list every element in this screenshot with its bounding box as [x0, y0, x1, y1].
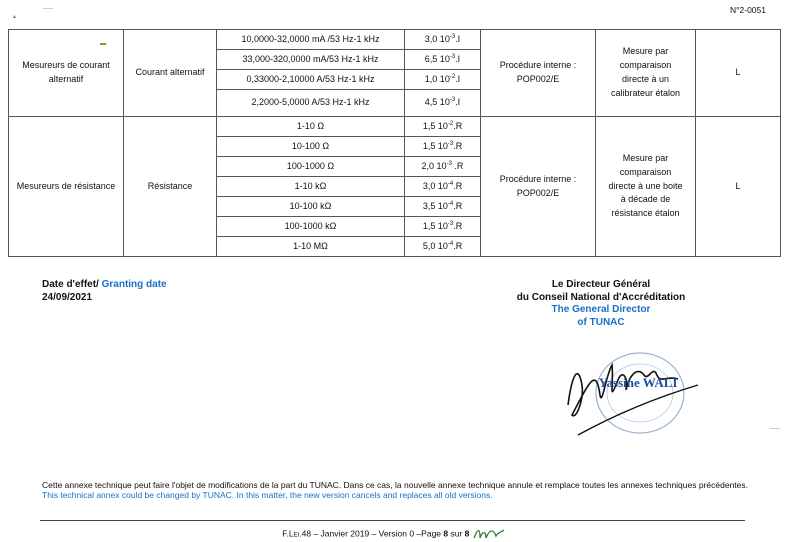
- uncertainty-cell: 1,0 $10^{-2}.I$: [405, 70, 481, 90]
- instrument-cell: Mesureurs de résistance: [9, 117, 124, 257]
- director-org-fr: du Conseil National d'Accréditation: [516, 291, 686, 303]
- range-cell: 0,33000-2,10000 A/53 Hz-1 kHz: [217, 70, 405, 90]
- notice-block: [42, 480, 757, 500]
- effective-date-block: [42, 279, 167, 304]
- effective-date-value: 24/09/2021: [42, 291, 93, 303]
- uncertainty-cell: 2,0 $10^{-3}$ .R: [405, 157, 481, 177]
- director-title-en: The General Director: [551, 304, 651, 315]
- range-cell: 100-1000 Ω: [217, 157, 405, 177]
- uncertainty-cell: 1,5 $10^{-3}.R$: [405, 137, 481, 157]
- range-cell: 1-10 Ω: [217, 117, 405, 137]
- location-cell: L: [696, 117, 781, 257]
- method-cell: Mesure par comparaison directe à un calibrateur étalon: [596, 30, 696, 117]
- uncertainty-cell: 3,0 $10^{-4}.R$: [405, 177, 481, 197]
- stamp-inner-ring: [607, 364, 673, 422]
- notice-fr: Cette annexe technique peut faire l'objet de modifications de la part du TUNAC. Dans ce cas, la nouvelle annexe technique annule et remplace toutes les annexes techniques précédentes.: [42, 480, 748, 490]
- notice-en: This technical annex could be changed by TUNAC. In this matter, the new version cancels and replaces all old versions.: [42, 490, 493, 501]
- uncertainty-cell: 1,5 $10^{-3}.R$: [405, 217, 481, 237]
- signature-stamp: [548, 345, 708, 445]
- range-cell: 100-1000 kΩ: [217, 217, 405, 237]
- page-footer: F.LEI.48 – Janvier 2019 – Version 0 –Page 8 sur 8: [0, 526, 788, 542]
- signature-name: Yassine WALI: [598, 375, 678, 390]
- procedure-cell: Procédure interne : POP002/E: [481, 30, 596, 117]
- uncertainty-cell: 4,5 $10^{-3}.I$: [405, 90, 481, 117]
- procedure-cell: Procédure interne : POP002/E: [481, 117, 596, 257]
- range-cell: 10-100 kΩ: [217, 197, 405, 217]
- quantity-cell: Courant alternatif: [124, 30, 217, 117]
- instrument-cell: Mesureurs de courant alternatif: [9, 30, 124, 117]
- scan-mark: [43, 8, 53, 9]
- method-cell: Mesure par comparaison directe à une boite à décade de résistance étalon: [596, 117, 696, 257]
- scan-mark: ▬: [100, 41, 106, 47]
- range-cell: 10,0000-32,0000 mA /53 Hz-1 kHz: [217, 30, 405, 50]
- director-org-en: of TUNAC: [577, 316, 625, 328]
- uncertainty-cell: 5,0 $10^{-4}.R$: [405, 237, 481, 257]
- table-row: [9, 117, 781, 137]
- initials-signature: [472, 526, 506, 542]
- uncertainty-cell: 6,5 $10^{-3}.I$: [405, 50, 481, 70]
- range-cell: 33,000-320,0000 mA/53 Hz-1 kHz: [217, 50, 405, 70]
- document-reference: N°2-0051: [729, 5, 766, 15]
- director-title-fr: Le Directeur Général: [551, 279, 651, 290]
- accreditation-scope-table: [8, 29, 781, 257]
- table-row: [9, 30, 781, 50]
- range-cell: 1-10 kΩ: [217, 177, 405, 197]
- uncertainty-cell: 3,5 $10^{-4}.R$: [405, 197, 481, 217]
- range-cell: 2,2000-5,0000 A/53 Hz-1 kHz: [217, 90, 405, 117]
- effective-date-label: Date d'effet/: [42, 279, 102, 290]
- scan-mark: ▴: [13, 14, 17, 20]
- footer-divider: [40, 520, 745, 521]
- signature-scribble: [568, 365, 678, 416]
- range-cell: 1-10 MΩ: [217, 237, 405, 257]
- quantity-cell: Résistance: [124, 117, 217, 257]
- location-cell: L: [696, 30, 781, 117]
- director-block: [496, 279, 706, 329]
- scan-mark: [770, 428, 780, 429]
- range-cell: 10-100 Ω: [217, 137, 405, 157]
- stamp-ring: [596, 353, 684, 433]
- uncertainty-cell: 1,5 $10^{-2}.R$: [405, 117, 481, 137]
- granting-date-label: Granting date: [101, 279, 167, 290]
- uncertainty-cell: 3,0 $10^{-3}.I$: [405, 30, 481, 50]
